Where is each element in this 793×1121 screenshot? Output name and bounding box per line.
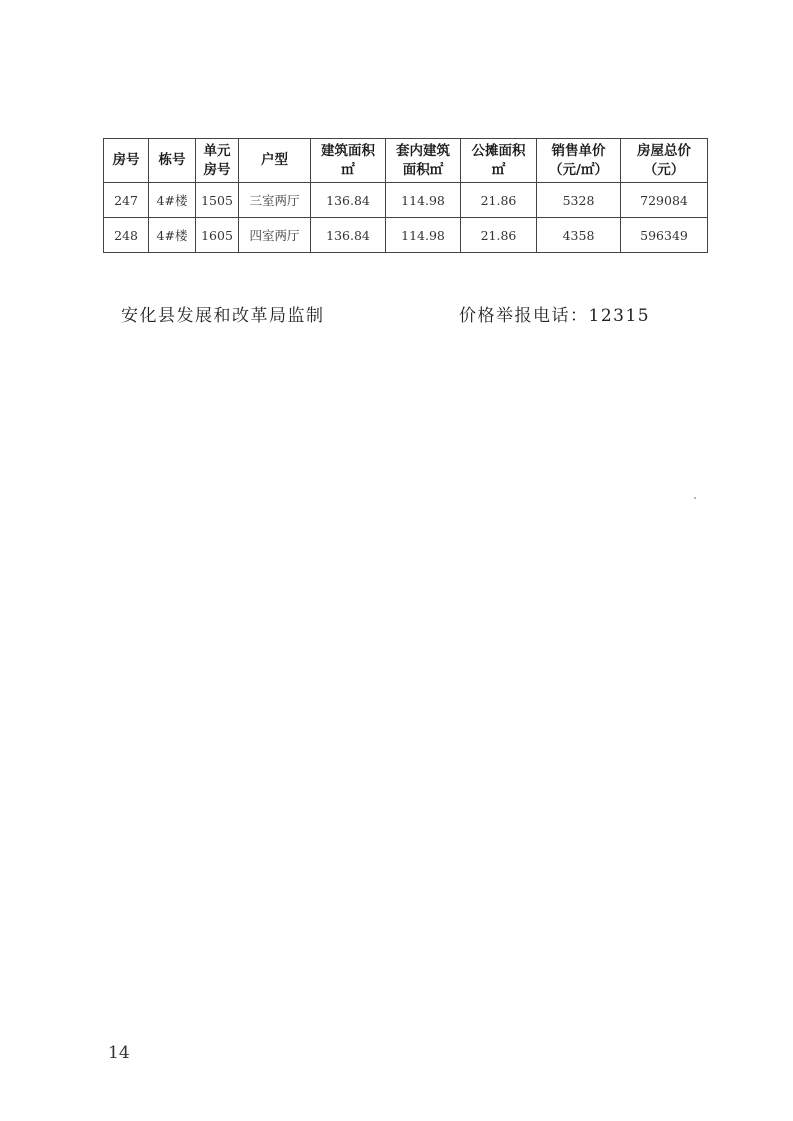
cell-layout: 三室两厅 bbox=[239, 183, 311, 218]
housing-price-table bbox=[103, 138, 708, 253]
supervisor-note: 安化县发展和改革局监制 bbox=[121, 306, 325, 326]
cell-building-number: 4#楼 bbox=[149, 183, 196, 218]
scan-speck bbox=[694, 497, 696, 499]
cell-room-number: 247 bbox=[104, 183, 149, 218]
price-hotline: 价格举报电话：12315 bbox=[459, 306, 651, 326]
table-row bbox=[104, 183, 708, 218]
header-room-number: 房号 bbox=[104, 139, 149, 183]
header-shared-area: 公摊面积 ㎡ bbox=[461, 139, 537, 183]
header-building-number: 栋号 bbox=[149, 139, 196, 183]
header-layout: 户型 bbox=[239, 139, 311, 183]
cell-unit-price: 4358 bbox=[537, 218, 621, 253]
cell-building-area: 136.84 bbox=[311, 218, 386, 253]
header-interior-area: 套内建筑 面积㎡ bbox=[386, 139, 461, 183]
table-header-row bbox=[104, 139, 708, 183]
header-unit-price: 销售单价 （元/㎡） bbox=[537, 139, 621, 183]
cell-shared-area: 21.86 bbox=[461, 183, 537, 218]
cell-unit-room-number: 1505 bbox=[196, 183, 239, 218]
header-building-area: 建筑面积 ㎡ bbox=[311, 139, 386, 183]
cell-total-price: 729084 bbox=[621, 183, 708, 218]
cell-interior-area: 114.98 bbox=[386, 218, 461, 253]
cell-building-area: 136.84 bbox=[311, 183, 386, 218]
cell-room-number: 248 bbox=[104, 218, 149, 253]
cell-building-number: 4#楼 bbox=[149, 218, 196, 253]
cell-unit-price: 5328 bbox=[537, 183, 621, 218]
page-number: 14 bbox=[108, 1043, 130, 1063]
cell-layout: 四室两厅 bbox=[239, 218, 311, 253]
header-total-price: 房屋总价 （元） bbox=[621, 139, 708, 183]
cell-interior-area: 114.98 bbox=[386, 183, 461, 218]
cell-shared-area: 21.86 bbox=[461, 218, 537, 253]
cell-total-price: 596349 bbox=[621, 218, 708, 253]
header-unit-room-number: 单元 房号 bbox=[196, 139, 239, 183]
cell-unit-room-number: 1605 bbox=[196, 218, 239, 253]
table-row bbox=[104, 218, 708, 253]
